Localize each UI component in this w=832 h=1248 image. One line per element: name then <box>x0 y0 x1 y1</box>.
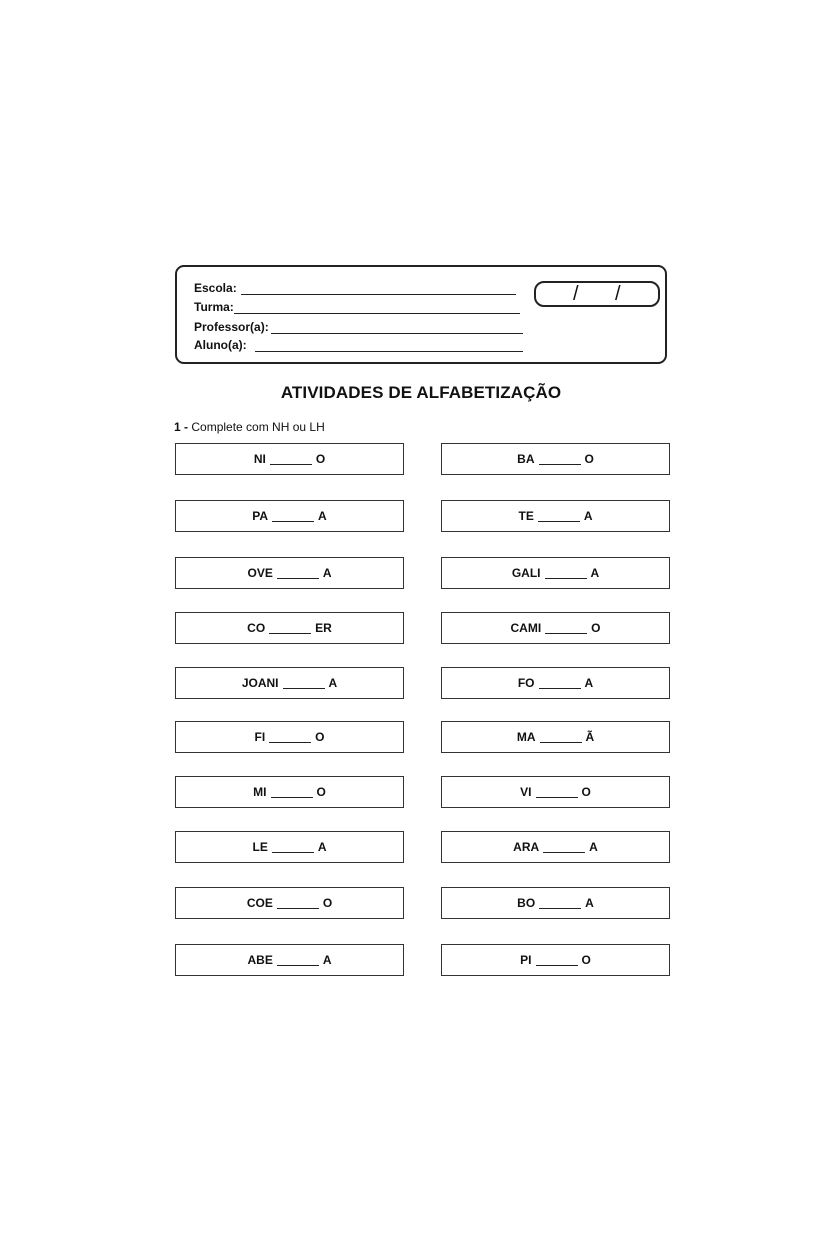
word-blank[interactable] <box>545 568 587 579</box>
word-exercise-box <box>175 557 404 589</box>
word-blank[interactable] <box>271 787 313 798</box>
word-suffix: O <box>322 896 333 910</box>
word-suffix: A <box>590 566 600 580</box>
date-separator: / <box>573 283 579 305</box>
word-suffix: Ã <box>585 730 595 744</box>
word-suffix: A <box>589 840 598 854</box>
word-prefix: COE <box>246 896 273 910</box>
word-exercise-box <box>441 944 670 976</box>
word-prefix: PI <box>520 953 532 967</box>
date-box[interactable] <box>534 281 660 307</box>
student-field[interactable] <box>194 336 523 352</box>
word-prefix: GALI <box>511 566 541 580</box>
word-prefix: FO <box>517 676 535 690</box>
word-prefix: VI <box>520 785 532 799</box>
word-exercise-box <box>441 776 670 808</box>
word-suffix: O <box>584 452 594 466</box>
school-field[interactable] <box>194 279 516 295</box>
word-suffix: A <box>584 676 594 690</box>
word-prefix: MI <box>253 785 267 799</box>
word-suffix: A <box>318 509 327 523</box>
word-exercise-box <box>441 831 670 863</box>
student-label: Aluno(a): <box>194 338 247 352</box>
word-blank[interactable] <box>543 842 585 853</box>
instruction <box>174 420 325 434</box>
word-exercise-box <box>175 887 404 919</box>
word-prefix: JOANI <box>241 676 279 690</box>
word-blank[interactable] <box>536 955 578 966</box>
word-prefix: FI <box>254 730 266 744</box>
word-suffix: ER <box>315 621 332 635</box>
class-label: Turma: <box>194 300 234 314</box>
word-prefix: CO <box>247 621 266 635</box>
word-blank[interactable] <box>539 898 581 909</box>
word-exercise-box <box>441 557 670 589</box>
word-suffix: O <box>591 621 601 635</box>
word-prefix: BO <box>517 896 536 910</box>
word-blank[interactable] <box>545 623 587 634</box>
word-exercise-box <box>441 443 670 475</box>
teacher-label: Professor(a): <box>194 320 269 334</box>
word-prefix: MA <box>516 730 536 744</box>
word-prefix: OVE <box>247 566 273 580</box>
word-suffix: A <box>322 953 332 967</box>
instruction-number: 1 - <box>174 420 189 434</box>
word-suffix: O <box>316 785 326 799</box>
word-exercise-box <box>441 667 670 699</box>
word-exercise-box <box>175 831 404 863</box>
word-exercise-box <box>441 887 670 919</box>
word-prefix: NI <box>253 452 266 466</box>
word-exercise-box <box>175 612 404 644</box>
word-blank[interactable] <box>538 511 580 522</box>
word-blank[interactable] <box>277 568 319 579</box>
word-prefix: ARA <box>513 840 540 854</box>
word-blank[interactable] <box>272 511 314 522</box>
word-blank[interactable] <box>272 842 314 853</box>
word-exercise-box <box>175 443 404 475</box>
word-prefix: ABE <box>247 953 273 967</box>
word-exercise-box <box>175 776 404 808</box>
word-suffix: O <box>315 730 325 744</box>
teacher-field[interactable] <box>194 318 523 334</box>
word-exercise-box <box>441 721 670 753</box>
word-prefix: CAMI <box>510 621 542 635</box>
word-exercise-box <box>175 667 404 699</box>
school-line <box>241 284 516 295</box>
class-line <box>234 303 520 314</box>
student-line <box>255 341 523 352</box>
word-suffix: O <box>581 953 591 967</box>
word-blank[interactable] <box>536 787 578 798</box>
word-suffix: O <box>581 785 591 799</box>
word-blank[interactable] <box>269 623 311 634</box>
date-separator: / <box>615 283 621 305</box>
word-blank[interactable] <box>283 678 325 689</box>
class-field[interactable] <box>194 298 520 314</box>
word-exercise-box <box>175 944 404 976</box>
word-suffix: A <box>322 566 332 580</box>
word-prefix: PA <box>252 509 269 523</box>
word-suffix: A <box>585 896 594 910</box>
word-exercise-box <box>175 721 404 753</box>
header-box <box>175 265 667 364</box>
school-label: Escola: <box>194 281 237 295</box>
word-prefix: TE <box>518 509 534 523</box>
word-exercise-box <box>441 612 670 644</box>
word-suffix: A <box>317 840 327 854</box>
word-blank[interactable] <box>277 898 319 909</box>
word-exercise-box <box>441 500 670 532</box>
word-blank[interactable] <box>539 678 581 689</box>
word-exercise-box <box>175 500 404 532</box>
word-suffix: A <box>583 509 593 523</box>
word-blank[interactable] <box>540 732 582 743</box>
teacher-line <box>271 323 523 334</box>
word-prefix: LE <box>252 840 268 854</box>
word-suffix: O <box>315 452 326 466</box>
word-suffix: A <box>328 676 338 690</box>
instruction-text: Complete com NH ou LH <box>191 420 325 434</box>
word-prefix: BA <box>517 452 535 466</box>
word-blank[interactable] <box>270 454 312 465</box>
word-blank[interactable] <box>269 732 311 743</box>
page-title: ATIVIDADES DE ALFABETIZAÇÃO <box>280 383 562 402</box>
word-blank[interactable] <box>277 955 319 966</box>
word-blank[interactable] <box>539 454 581 465</box>
